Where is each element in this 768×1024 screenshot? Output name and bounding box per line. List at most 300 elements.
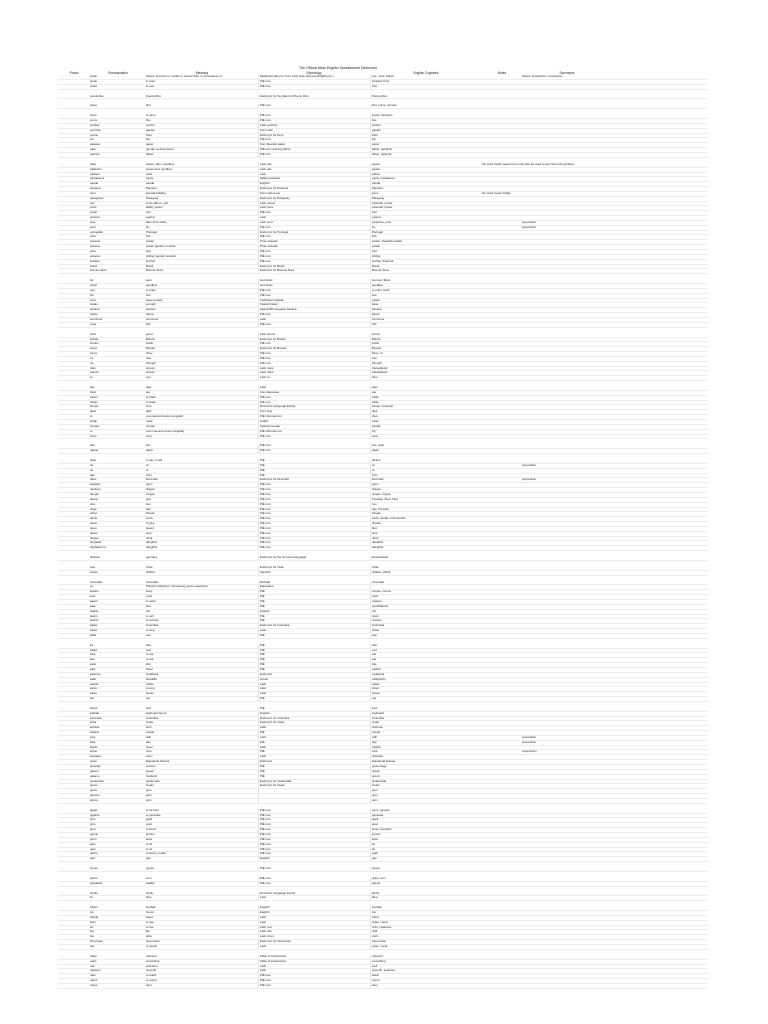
- cell-notes: [482, 974, 522, 978]
- cell-notes: [482, 969, 522, 973]
- cell-synonyms: [522, 197, 612, 201]
- cell-romanization: bolivia: [90, 337, 99, 341]
- cell-notes: [482, 517, 522, 521]
- cell-romanization: kaar: [90, 604, 96, 608]
- cell-meaning: saddle: [146, 881, 155, 885]
- cell-romanization: deuo: [90, 526, 97, 530]
- cell-synonyms: [522, 852, 612, 856]
- cell-notes: [482, 789, 522, 793]
- header-romanization: Romanization: [108, 71, 128, 75]
- cell-meaning: after (time-wise): [146, 220, 167, 224]
- cell-english-cognates: gynecology: [370, 765, 482, 769]
- cell-pokan: [58, 930, 90, 934]
- cell-meaning: your (second person singular): [146, 429, 185, 433]
- table-row: [58, 896, 708, 901]
- cell-etymology: PIE: [258, 469, 370, 473]
- cell-synonyms: [522, 420, 612, 424]
- cell-romanization: kotoo: [90, 750, 98, 754]
- cell-etymology: Sanskrit: [258, 571, 370, 575]
- table-row: [58, 435, 708, 440]
- cell-meaning: Bosnia: [146, 347, 155, 351]
- cell-pokan: [58, 508, 90, 512]
- entry-group: [58, 556, 708, 561]
- cell-synonyms: [522, 619, 612, 623]
- cell-english-cognates: Brazil: [370, 265, 482, 269]
- cell-etymology: [258, 794, 370, 798]
- cell-etymology: PIE: [258, 731, 370, 735]
- cell-notes: [482, 814, 522, 818]
- cell-etymology: Greek: [258, 678, 370, 682]
- cell-synonyms: [522, 391, 612, 395]
- cell-notes: [482, 483, 522, 487]
- table-row: [58, 697, 708, 702]
- cell-romanization: toste: [90, 322, 97, 326]
- cell-pokan: [58, 143, 90, 147]
- cell-romanization: koiime: [90, 619, 99, 623]
- cell-meaning: to sing: [146, 629, 155, 633]
- cell-english-cognates: drink: [370, 537, 482, 541]
- cell-english-cognates: through: [370, 362, 482, 366]
- cell-romanization: pota: [90, 250, 96, 253]
- cell-meaning: tuna: [146, 434, 152, 438]
- cell-meaning: seventh: [146, 969, 157, 973]
- cell-pokan: [58, 678, 90, 682]
- cell-romanization: dao: [90, 473, 95, 477]
- cell-meaning: pants: [146, 177, 154, 181]
- cell-meaning: Particle indicating / introducing yes/no questions: [146, 585, 208, 589]
- cell-synonyms: [522, 138, 612, 142]
- cell-pokan: [58, 216, 90, 220]
- cell-notes: [482, 619, 522, 623]
- cell-romanization: tosak: [90, 420, 97, 423]
- cell-etymology: Endonym for Cuba: [258, 721, 370, 725]
- cell-romanization: kuoi: [90, 735, 96, 739]
- cell-pokan: [58, 503, 90, 507]
- cell-notes: [482, 202, 522, 206]
- cell-meaning: in front: [146, 79, 155, 83]
- cell-synonyms: [522, 610, 612, 614]
- cell-synonyms: [522, 517, 612, 521]
- cell-pokan: [58, 765, 90, 769]
- entry-group: [58, 566, 708, 576]
- cell-pokan: [58, 75, 90, 79]
- cell-pokan: [58, 279, 90, 283]
- cell-etymology: Latin pax: [258, 163, 370, 167]
- cell-pokan: [58, 906, 90, 910]
- cell-english-cognates: groom: [370, 775, 482, 779]
- cell-etymology: PIE root: [258, 512, 370, 516]
- cell-notes: [482, 707, 522, 711]
- cell-pokan: [58, 114, 90, 118]
- cell-english-cognates: thou: [370, 415, 482, 419]
- cell-meaning: family: [146, 891, 154, 895]
- cell-etymology: PIE root: [258, 979, 370, 983]
- cell-etymology: PIE root: [258, 396, 370, 400]
- entry-group: [58, 877, 708, 887]
- cell-meaning: tooth: [146, 517, 153, 521]
- cell-romanization: dengiu: [90, 492, 99, 496]
- cell-synonyms: [522, 192, 612, 196]
- cell-english-cognates: cat: [370, 697, 482, 701]
- cell-romanization: ratsento: [90, 969, 101, 973]
- cell-synonyms: [522, 134, 612, 138]
- cell-pokan: [58, 780, 90, 784]
- entry-group: [58, 114, 708, 158]
- cell-romanization: kuba: [90, 721, 97, 725]
- cell-pokan: [58, 435, 90, 439]
- cell-etymology: PIE root: [258, 984, 370, 988]
- cell-meaning: to sit: [146, 847, 153, 851]
- cell-pokan: [58, 600, 90, 604]
- cell-notes: [482, 634, 522, 638]
- cell-meaning: guatemala: [146, 779, 160, 783]
- cell-notes: [482, 279, 522, 283]
- cell-notes: [482, 503, 522, 507]
- cell-romanization: poski: [90, 211, 97, 215]
- cell-synonyms: [522, 984, 612, 988]
- cell-meaning: tiger: [146, 386, 152, 390]
- cell-pokan: [58, 80, 90, 84]
- cell-notes: [482, 240, 522, 244]
- cell-etymology: Endonym for Guam: [258, 784, 370, 788]
- cell-etymology: Endonym for the island of Puerto Rico: [258, 95, 370, 99]
- cell-notes: [482, 75, 522, 79]
- cell-romanization: kao: [90, 658, 95, 662]
- cell-etymology: PIE root: [258, 546, 370, 550]
- cell-etymology: PIE root: [258, 974, 370, 978]
- cell-romanization: dughater: [90, 541, 102, 545]
- cell-romanization: tempo: [90, 405, 99, 409]
- cell-english-cognates: that: [370, 644, 482, 648]
- cell-romanization: tu: [90, 429, 93, 433]
- cell-meaning: sweet potato: [146, 298, 163, 302]
- cell-synonyms: [522, 396, 612, 400]
- cell-etymology: Caribbean Arawak: [258, 299, 370, 303]
- cell-romanization: tra: [90, 361, 94, 365]
- cell-english-cognates: garden: [370, 129, 482, 133]
- cell-english-cognates: trade: [370, 396, 482, 400]
- cell-pokan: [58, 386, 90, 390]
- cell-romanization: poti: [90, 201, 95, 205]
- cell-etymology: [258, 799, 370, 803]
- cell-pokan: [58, 852, 90, 856]
- cell-meaning: well-born: [146, 964, 158, 968]
- cell-romanization: deuto: [90, 522, 98, 526]
- cell-pokan: [58, 333, 90, 337]
- cell-meaning: to eat: [146, 658, 154, 662]
- cell-etymology: from Tupi: [258, 410, 370, 414]
- cell-pokan: [58, 935, 90, 939]
- cell-romanization: kolombia: [90, 716, 102, 720]
- cell-notes: [482, 134, 522, 138]
- cell-etymology: PIE root: [258, 85, 370, 89]
- cell-pokan: [58, 401, 90, 405]
- cell-pokan: [58, 818, 90, 822]
- cell-etymology: PIE: [258, 775, 370, 779]
- cell-english-cognates: gas: [370, 857, 482, 861]
- cell-english-cognates: Puerto Rico: [370, 95, 482, 99]
- cell-etymology: Latin pax: [258, 168, 370, 172]
- cell-synonyms: preposition: [522, 740, 537, 744]
- cell-romanization: giganto: [90, 813, 100, 817]
- cell-etymology: Latin potis: [258, 206, 370, 210]
- cell-notes: [482, 226, 522, 230]
- cell-romanization: gino: [90, 828, 96, 832]
- cell-synonyms: [522, 911, 612, 915]
- cell-etymology: Medieval Latin pro, from Latin prae (whence English pre-): [258, 75, 370, 79]
- cell-synonyms: [522, 168, 612, 172]
- cell-etymology: PIE root: [258, 114, 370, 118]
- cell-pokan: [58, 541, 90, 545]
- cell-romanization: kastila: [90, 682, 99, 686]
- table-row: [58, 882, 708, 887]
- entry-group: [58, 867, 708, 872]
- cell-meaning: vessel: [146, 731, 155, 735]
- cell-romanization: cielos: [90, 570, 98, 574]
- cell-synonyms: [522, 585, 612, 589]
- cell-meaning: four: [146, 604, 151, 608]
- cell-pokan: [58, 148, 90, 152]
- cell-romanization: poni: [90, 191, 96, 195]
- cell-pokan: [58, 960, 90, 964]
- cell-synonyms: [522, 940, 612, 944]
- cell-notes: [482, 765, 522, 769]
- cell-etymology: PIE root: [258, 508, 370, 512]
- cell-synonyms: [522, 896, 612, 900]
- cell-english-cognates: thou: [370, 376, 482, 380]
- cell-english-cognates: garnet: [370, 882, 482, 886]
- cell-english-cognates: pons: [370, 192, 482, 196]
- entry-group: [58, 581, 708, 639]
- cell-english-cognates: grain, corn: [370, 877, 482, 881]
- cell-notes: [482, 182, 522, 186]
- cell-notes: [482, 911, 522, 915]
- cell-notes: [482, 921, 522, 925]
- cell-synonyms: conjunction: [522, 750, 537, 754]
- cell-pokan: [58, 187, 90, 191]
- cell-synonyms: [522, 187, 612, 191]
- cell-synonyms: [522, 780, 612, 784]
- cell-etymology: PIE: [258, 770, 370, 774]
- cell-synonyms: [522, 289, 612, 293]
- cell-meaning: father: [146, 152, 154, 156]
- cell-notes: [482, 658, 522, 662]
- cell-etymology: Latin porticus: [258, 124, 370, 128]
- cell-english-cognates: Bolivia: [370, 338, 482, 342]
- cell-notes: [482, 269, 522, 273]
- cell-meaning: body: [146, 590, 153, 594]
- cell-notes: [482, 848, 522, 852]
- cell-synonyms: [522, 965, 612, 969]
- cell-notes: [482, 867, 522, 871]
- cell-synonyms: [522, 367, 612, 371]
- cell-english-cognates: porter, transport: [370, 114, 482, 118]
- cell-pokan: [58, 828, 90, 832]
- cell-synonyms: [522, 469, 612, 473]
- cell-etymology: PIE root: [258, 828, 370, 832]
- cell-etymology: Endonym: [258, 673, 370, 677]
- cell-etymology: Germanic: [258, 279, 370, 283]
- cell-romanization: tu: [90, 415, 93, 419]
- cell-etymology: PIE root: [258, 250, 370, 254]
- cell-synonyms: [522, 474, 612, 478]
- cell-meaning: to enter: [146, 288, 156, 292]
- cell-romanization: tigo: [90, 386, 95, 390]
- cell-english-cognates: nine: [370, 750, 482, 754]
- cell-english-cognates: queen: [370, 770, 482, 774]
- entry-group: [58, 892, 708, 902]
- cell-synonyms: [522, 673, 612, 677]
- cell-etymology: PIE root: [258, 493, 370, 497]
- header-pokan: Pokan: [69, 71, 79, 75]
- cell-english-cognates: for: [370, 226, 482, 230]
- cell-english-cognates: to enter, tenth: [370, 289, 482, 293]
- cell-pokan: [58, 546, 90, 550]
- cell-english-cognates: something: [370, 960, 482, 964]
- cell-etymology: Latin: [258, 921, 370, 925]
- cell-etymology: PIE root: [258, 843, 370, 847]
- cell-etymology: PIE root: [258, 444, 370, 448]
- cell-notes: [482, 231, 522, 235]
- cell-pokan: [58, 926, 90, 930]
- cell-synonyms: [522, 770, 612, 774]
- cell-romanization: dughatermo: [90, 546, 106, 550]
- cell-etymology: PIE root: [258, 357, 370, 361]
- cell-notes: [482, 405, 522, 409]
- cell-etymology: PIE: [258, 474, 370, 478]
- cell-romanization: geto: [90, 842, 96, 846]
- cell-synonyms: [522, 430, 612, 434]
- cell-notes: [482, 780, 522, 784]
- cell-meaning: room: [146, 755, 153, 759]
- cell-etymology: Endonym for Panama: [258, 187, 370, 191]
- cell-pokan: [58, 405, 90, 409]
- cell-romanization: portikar: [90, 123, 100, 127]
- cell-meaning: before, previous to, earlier or sooner than, in precedence of: [146, 75, 223, 78]
- cell-notes: [482, 357, 522, 361]
- cell-english-cognates: Colombia: [370, 624, 482, 628]
- cell-romanization: kalocna: [90, 672, 100, 676]
- cell-notes: [482, 687, 522, 691]
- cell-notes: [482, 289, 522, 293]
- cell-meaning: to be able to, can: [146, 201, 169, 205]
- cell-pokan: [58, 444, 90, 448]
- cell-english-cognates: football: [370, 906, 482, 910]
- cell-english-cognates: deer: [370, 984, 482, 988]
- cell-romanization: kamisa: [90, 726, 100, 730]
- cell-pokan: [58, 731, 90, 735]
- cell-meaning: fish: [146, 235, 151, 239]
- cell-notes: [482, 644, 522, 648]
- cell-meaning: germ: [146, 483, 153, 487]
- cell-english-cognates: fire: [370, 138, 482, 142]
- cell-meaning: brother: [146, 259, 156, 263]
- cell-english-cognates: father, patriarch: [370, 148, 482, 152]
- cell-pokan: [58, 517, 90, 521]
- cell-romanization: kanto: [90, 629, 98, 633]
- header-synonyms: Synonyms: [559, 71, 575, 75]
- cell-etymology: PIE: [258, 649, 370, 653]
- cell-pokan: [58, 153, 90, 157]
- cell-synonyms: [522, 512, 612, 516]
- cell-notes: [482, 469, 522, 473]
- cell-etymology: Proto-Arawak: [258, 240, 370, 244]
- cell-synonyms: [522, 658, 612, 662]
- cell-english-cognates: brother, fraternal: [370, 260, 482, 264]
- cell-meaning: foot: [146, 250, 151, 253]
- cell-synonyms: [522, 624, 612, 628]
- cell-notes: [482, 590, 522, 594]
- cell-notes: [482, 250, 522, 254]
- cell-meaning: special building: [146, 191, 166, 195]
- cell-pokan: [58, 493, 90, 497]
- cell-notes: [482, 818, 522, 822]
- cell-synonyms: [522, 284, 612, 288]
- cell-synonyms: [522, 809, 612, 813]
- cell-notes: [482, 799, 522, 803]
- cell-synonyms: [522, 605, 612, 609]
- entry-group: [58, 459, 708, 551]
- cell-synonyms: [522, 683, 612, 687]
- cell-romanization: kaliso: [90, 624, 98, 628]
- cell-pokan: [58, 221, 90, 225]
- cell-pokan: [58, 741, 90, 745]
- cell-notes: [482, 376, 522, 380]
- cell-etymology: PIE root: [258, 226, 370, 230]
- cell-synonyms: [522, 255, 612, 259]
- cell-notes: [482, 741, 522, 745]
- cell-synonyms: [522, 148, 612, 152]
- spreadsheet: [58, 66, 708, 994]
- cell-pokan: [58, 619, 90, 623]
- cell-romanization: ciiie: [90, 565, 95, 569]
- cell-pokan: [58, 726, 90, 730]
- cell-etymology: PIE root: [258, 119, 370, 123]
- cell-meaning: germany: [146, 556, 158, 560]
- cell-romanization: padreni: [90, 172, 100, 176]
- cell-romanization: redio: [90, 959, 97, 963]
- cell-romanization: portugalia: [90, 230, 103, 234]
- cell-notes: [482, 430, 522, 434]
- cell-meaning: giant: [146, 818, 153, 822]
- cell-romanization: giaeno: [90, 769, 99, 773]
- cell-romanization: garbu: [90, 852, 98, 856]
- cell-notes: [482, 313, 522, 317]
- cell-etymology: PIE root: [258, 809, 370, 813]
- cell-pokan: [58, 202, 90, 206]
- cell-english-cognates: fraud: [370, 916, 482, 920]
- cell-meaning: football: [146, 906, 156, 910]
- cell-notes: [482, 615, 522, 619]
- cell-pokan: [58, 299, 90, 303]
- cell-english-cognates: peace: [370, 163, 482, 167]
- cell-romanization: gino: [90, 823, 96, 827]
- cell-english-cognates: keyboard: [370, 712, 482, 716]
- cell-romanization: dioituxe: [90, 556, 100, 560]
- cell-etymology: PIE root: [258, 449, 370, 453]
- cell-pokan: [58, 775, 90, 779]
- cell-notes: [482, 153, 522, 157]
- cell-english-cognates: two: [370, 294, 482, 298]
- cell-meaning: nine: [146, 750, 152, 754]
- cell-meaning: to teach: [146, 974, 157, 978]
- cell-notes: [482, 221, 522, 225]
- cell-english-cognates: taste: [370, 303, 482, 307]
- cell-english-cognates: first, prime, primary: [370, 104, 482, 108]
- cell-notes: [482, 493, 522, 497]
- cell-etymology: PIE root: [258, 833, 370, 837]
- cell-romanization: patrono: [90, 152, 100, 156]
